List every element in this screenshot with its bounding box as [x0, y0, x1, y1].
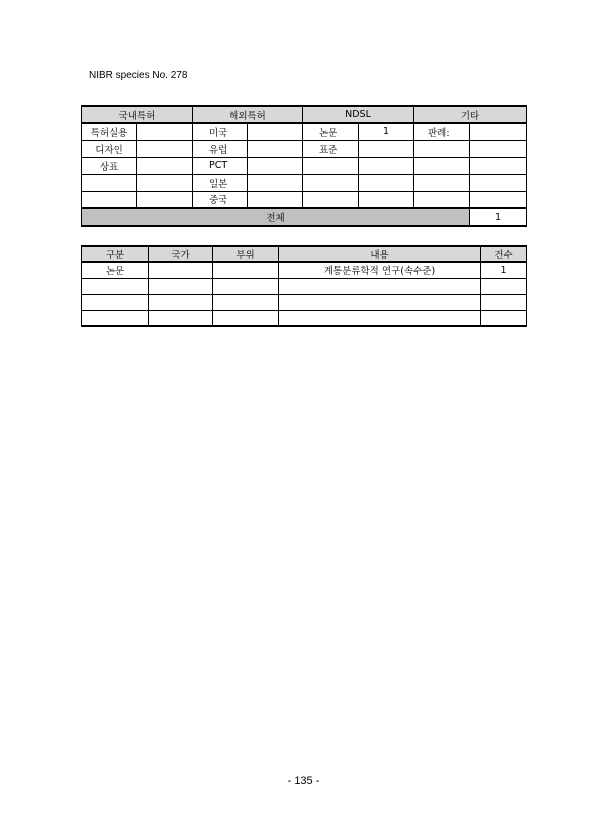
table-cell — [359, 157, 414, 174]
total-value: 1 — [470, 208, 527, 226]
table-cell — [137, 191, 193, 208]
table-cell: 계통분류학적 연구(속수준) — [279, 262, 481, 278]
table-cell — [470, 174, 527, 191]
table-cell: 특허실용 — [82, 123, 137, 140]
table-cell: 논문 — [303, 123, 359, 140]
table-cell — [303, 157, 359, 174]
table-cell — [248, 140, 303, 157]
table-row — [82, 278, 527, 294]
table-cell — [82, 174, 137, 191]
header-domestic-patent: 국내특허 — [82, 106, 193, 123]
table-cell: 1 — [359, 123, 414, 140]
table-cell — [213, 294, 279, 310]
table-cell — [82, 191, 137, 208]
table-cell — [470, 140, 527, 157]
table-cell — [481, 278, 527, 294]
table-cell — [279, 278, 481, 294]
table-cell — [414, 191, 470, 208]
table-cell — [470, 191, 527, 208]
table-cell — [213, 262, 279, 278]
table-cell — [149, 262, 213, 278]
publication-table — [81, 245, 527, 327]
page-number: - 135 - — [287, 775, 320, 787]
table-cell: PCT — [193, 157, 248, 174]
table-cell: 미국 — [193, 123, 248, 140]
total-label: 전체 — [82, 208, 470, 226]
table-cell — [82, 294, 149, 310]
patent-header-row — [82, 106, 527, 123]
header-country: 국가 — [149, 246, 213, 262]
table-cell — [414, 174, 470, 191]
patent-table — [81, 105, 527, 227]
table-row — [82, 123, 527, 140]
table-cell: 논문 — [82, 262, 149, 278]
header-other: 기타 — [414, 106, 527, 123]
table-cell — [149, 310, 213, 326]
table-cell: 표준 — [303, 140, 359, 157]
header-part: 부위 — [213, 246, 279, 262]
table-row — [82, 191, 527, 208]
table-cell: 상표 — [82, 157, 137, 174]
table-cell — [414, 140, 470, 157]
header-overseas-patent: 해외특허 — [193, 106, 303, 123]
table-row — [82, 140, 527, 157]
table-cell — [137, 174, 193, 191]
table-cell — [470, 123, 527, 140]
table-cell — [137, 157, 193, 174]
table-cell: 디자인 — [82, 140, 137, 157]
total-row — [82, 208, 527, 226]
table-cell — [359, 140, 414, 157]
header-ndsl: NDSL — [303, 106, 414, 123]
table-row — [82, 310, 527, 326]
table-cell — [248, 174, 303, 191]
table-cell — [279, 294, 481, 310]
table-cell — [82, 278, 149, 294]
table-cell — [279, 310, 481, 326]
table-cell — [213, 278, 279, 294]
table-cell — [248, 157, 303, 174]
table-cell — [248, 123, 303, 140]
table-cell: 판례: — [414, 123, 470, 140]
table-row — [82, 262, 527, 278]
table-cell: 중국 — [193, 191, 248, 208]
table-cell — [359, 174, 414, 191]
table-row — [82, 294, 527, 310]
table-cell — [470, 157, 527, 174]
table-cell: 1 — [481, 262, 527, 278]
table-cell — [137, 140, 193, 157]
header-content: 내용 — [279, 246, 481, 262]
table-cell — [213, 310, 279, 326]
table-cell — [149, 294, 213, 310]
table-cell — [481, 294, 527, 310]
header-count: 건수 — [481, 246, 527, 262]
table-cell: 일본 — [193, 174, 248, 191]
table-cell — [303, 174, 359, 191]
header-category: 구분 — [82, 246, 149, 262]
table-cell — [414, 157, 470, 174]
table-cell — [82, 310, 149, 326]
table-row — [82, 157, 527, 174]
table-cell — [303, 191, 359, 208]
table-cell: 유럽 — [193, 140, 248, 157]
publication-header-row — [82, 246, 527, 262]
table-row — [82, 174, 527, 191]
table-cell — [481, 310, 527, 326]
species-title: NIBR species No. 278 — [89, 70, 188, 81]
table-cell — [149, 278, 213, 294]
table-cell — [248, 191, 303, 208]
table-cell — [137, 123, 193, 140]
table-cell — [359, 191, 414, 208]
